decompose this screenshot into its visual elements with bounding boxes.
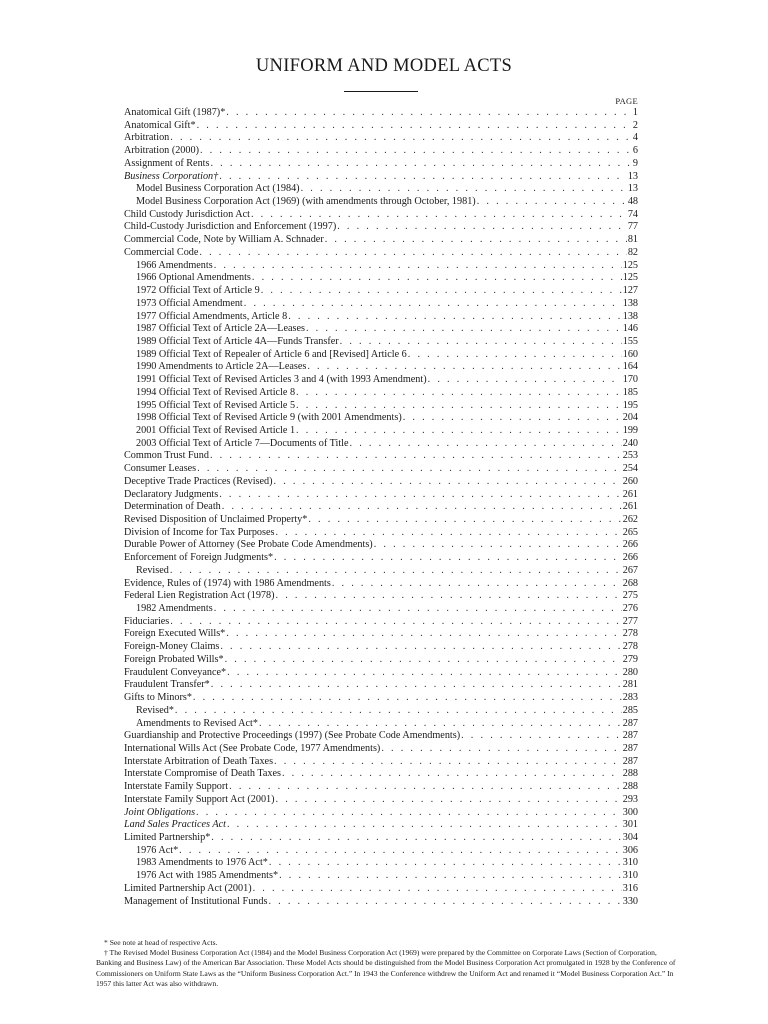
toc-entry-title: Land Sales Practices Act: [124, 819, 226, 831]
toc-entry: [124, 450, 638, 463]
toc-entry-title: Foreign Probated Wills*: [124, 653, 224, 665]
toc-entry-page: 82: [627, 246, 638, 258]
dot-leader: [340, 336, 622, 349]
toc-entry-page: 268: [622, 577, 638, 589]
toc-entry-title: Durable Power of Attorney (See Probate Code Amendments): [124, 539, 373, 551]
toc-entry-title: Model Business Corporation Act (1984): [136, 183, 300, 195]
dot-leader: [251, 209, 627, 222]
toc-entry-title: 1976 Act with 1985 Amendments*: [136, 870, 279, 882]
toc-entry-page: 316: [622, 882, 638, 894]
toc-entry: [124, 260, 638, 273]
dot-leader: [170, 616, 621, 629]
dot-leader: [170, 565, 622, 578]
toc-entry-title: Joint Obligations: [124, 806, 196, 818]
toc-entry: [124, 107, 638, 120]
toc-entry-title: Limited Partnership Act (2001): [124, 882, 252, 894]
toc-entry-page: 276: [622, 603, 638, 615]
toc-entry-page: 300: [622, 806, 638, 818]
toc-entry-page: 199: [622, 424, 638, 436]
dot-leader: [374, 539, 622, 552]
dot-leader: [301, 183, 627, 196]
toc-entry: [124, 565, 638, 578]
toc-entry: [124, 247, 638, 260]
toc-entry-title: Consumer Leases: [124, 463, 197, 475]
toc-entry: [124, 667, 638, 680]
toc-entry-page: 204: [622, 412, 638, 424]
toc-entry: [124, 489, 638, 502]
toc-entry-page: 77: [627, 221, 638, 233]
dot-leader: [288, 311, 622, 324]
toc-entry-title: Business Corporation†: [124, 170, 219, 182]
toc-entry: [124, 387, 638, 400]
toc-entry: [124, 311, 638, 324]
toc-entry-title: Limited Partnership*: [124, 831, 211, 843]
toc-entry: [124, 578, 638, 591]
dot-leader: [337, 221, 627, 234]
toc-entry-page: 285: [622, 704, 638, 716]
toc-entry: [124, 819, 638, 832]
toc-entry-title: 1995 Official Text of Revised Article 5: [136, 399, 296, 411]
toc-entry: [124, 171, 638, 184]
toc-entry: [124, 298, 638, 311]
toc-entry-page: 287: [622, 742, 638, 754]
toc-entry: [124, 221, 638, 234]
dot-leader: [227, 667, 622, 680]
toc-entry: [124, 336, 638, 349]
toc-entry-title: 2003 Official Text of Article 7—Documents of Title: [136, 437, 349, 449]
toc-entry: [124, 196, 638, 209]
dot-leader: [274, 552, 622, 565]
toc-entry-title: 1987 Official Text of Article 2A—Leases: [136, 323, 305, 335]
toc-entry-page: 9: [632, 157, 638, 169]
toc-entry-page: 125: [622, 272, 638, 284]
toc-entry-page: 266: [622, 552, 638, 564]
toc-entry-page: 262: [622, 514, 638, 525]
footnote: * See note at head of respective Acts.: [104, 938, 218, 947]
toc-entry-page: 275: [622, 590, 638, 602]
dot-leader: [210, 158, 631, 171]
toc-entry-page: 81: [627, 234, 638, 246]
toc-entry-page: 164: [622, 361, 638, 373]
toc-entry-title: Child Custody Jurisdiction Act: [124, 208, 250, 220]
dot-leader: [226, 628, 621, 641]
toc-entry: [124, 832, 638, 845]
toc-entry: [124, 463, 638, 476]
page-title: UNIFORM AND MODEL ACTS: [255, 56, 513, 76]
dot-leader: [428, 374, 622, 387]
toc-entry: [124, 158, 638, 171]
toc-entry: [124, 552, 638, 565]
toc-entry: [124, 692, 638, 705]
dot-leader: [225, 654, 622, 667]
toc-entry: [124, 514, 638, 527]
toc-entry: [124, 425, 638, 438]
dot-leader: [274, 476, 622, 489]
dot-leader: [296, 400, 622, 413]
toc-entry-title: 1966 Optional Amendments: [136, 272, 251, 284]
toc-entry: [124, 654, 638, 667]
toc-entry: [124, 234, 638, 247]
toc-entry-title: Assignment of Rents: [124, 157, 210, 169]
dot-leader: [275, 527, 621, 540]
toc-entry-page: 127: [622, 285, 638, 297]
toc-entry-title: 1977 Official Amendments, Article 8: [136, 310, 288, 322]
toc-entry-title: Arbitration (2000): [124, 145, 199, 157]
toc-entry-page: 281: [622, 679, 638, 691]
dot-leader: [227, 819, 622, 832]
table-of-contents: [124, 107, 638, 908]
toc-entry-title: Fiduciaries: [124, 615, 170, 627]
toc-entry: [124, 120, 638, 133]
dot-leader: [296, 387, 622, 400]
dot-leader: [211, 679, 622, 692]
toc-entry-title: Commercial Code, Note by William A. Schnader: [124, 234, 324, 246]
toc-entry-title: Enforcement of Foreign Judgments*: [124, 552, 274, 564]
toc-entry-page: 265: [622, 526, 638, 538]
toc-entry-page: 240: [622, 437, 638, 449]
dot-leader: [222, 501, 622, 514]
toc-entry-title: 1991 Official Text of Revised Articles 3 and 4 (with 1993 Amendment): [136, 374, 427, 386]
dot-leader: [200, 145, 632, 158]
dot-leader: [210, 450, 622, 463]
toc-entry-page: 195: [622, 399, 638, 411]
toc-entry-title: Interstate Compromise of Death Taxes: [124, 768, 281, 780]
toc-entry-page: 288: [622, 768, 638, 780]
toc-entry-page: 310: [622, 857, 638, 869]
dot-leader: [269, 857, 622, 870]
toc-entry: [124, 438, 638, 451]
dot-leader: [350, 438, 622, 451]
toc-entry: [124, 781, 638, 794]
dot-leader: [332, 578, 622, 591]
toc-entry-page: 310: [622, 870, 638, 882]
dot-leader: [193, 692, 622, 705]
dot-leader: [179, 845, 622, 858]
dot-leader: [229, 781, 622, 794]
toc-entry: [124, 679, 638, 692]
dot-leader: [170, 132, 632, 145]
toc-entry: [124, 374, 638, 387]
page-column-label: PAGE: [615, 96, 638, 106]
toc-entry-page: 330: [622, 895, 638, 907]
toc-entry-page: 278: [622, 641, 638, 653]
toc-entry-title: Foreign-Money Claims: [124, 641, 220, 653]
toc-entry: [124, 857, 638, 870]
toc-entry-page: 48: [627, 196, 638, 208]
toc-entry-page: 279: [622, 653, 638, 665]
title-rule: [344, 91, 418, 92]
toc-entry: [124, 730, 638, 743]
toc-entry-title: International Wills Act (See Probate Code, 1977 Amendments): [124, 742, 381, 754]
toc-entry-title: Federal Lien Registration Act (1978): [124, 590, 275, 602]
dot-leader: [461, 730, 622, 743]
toc-entry-title: Determination of Death: [124, 501, 221, 513]
toc-entry: [124, 883, 638, 896]
toc-entry: [124, 718, 638, 731]
footnote: † The Revised Model Business Corporation Act (1984) and the Model Business Corporation Act (1969) were prepared by the Committee on Corporate Laws (Section of Corporation, Banking and Business Law) of the American Bar Association. These Model Acts should be distinguished from the Model Business Corporation Act promulgated in 1928 by the Conference of Commissioners on Uniform State Laws as the “Uniform Business Corporation Act.” In 1943 the Conference withdrew the Uniform Act and renamed it “Model Business Corporation Act.” In 1957 this latter Act was also withdrawn.: [96, 948, 676, 988]
dot-leader: [381, 743, 621, 756]
toc-entry: [124, 641, 638, 654]
toc-entry-title: Evidence, Rules of (1974) with 1986 Amendments: [124, 577, 331, 589]
dot-leader: [477, 196, 627, 209]
toc-entry-title: Declaratory Judgments: [124, 488, 219, 500]
toc-entry: [124, 756, 638, 769]
toc-entry-title: Fraudulent Transfer*: [124, 679, 210, 691]
toc-entry-page: 2: [632, 119, 638, 131]
toc-entry-title: Anatomical Gift*: [124, 119, 196, 131]
toc-entry: [124, 807, 638, 820]
toc-entry: [124, 400, 638, 413]
toc-entry: [124, 603, 638, 616]
toc-entry-title: 1982 Amendments: [136, 603, 213, 615]
dot-leader: [307, 361, 621, 374]
toc-entry-title: Revised*: [136, 704, 174, 716]
toc-entry-title: Interstate Family Support: [124, 781, 229, 793]
toc-entry-title: 2001 Official Text of Revised Article 1: [136, 424, 296, 436]
toc-entry-title: Guardianship and Protective Proceedings (1997) (See Probate Code Amendments): [124, 730, 461, 742]
toc-entry: [124, 501, 638, 514]
footnotes: [96, 938, 676, 989]
toc-entry-title: Common Trust Fund: [124, 450, 209, 462]
toc-entry-title: Gifts to Minors*: [124, 692, 192, 704]
toc-entry-page: 288: [622, 781, 638, 793]
toc-entry-title: Anatomical Gift (1987)*: [124, 107, 226, 118]
toc-entry: [124, 209, 638, 222]
toc-entry-page: 155: [622, 335, 638, 347]
toc-entry-title: Revised: [136, 564, 169, 576]
toc-entry-page: 266: [622, 539, 638, 551]
toc-entry-title: Commercial Code: [124, 246, 199, 258]
toc-entry-title: Revised Disposition of Unclaimed Property*: [124, 514, 308, 525]
toc-entry-title: Interstate Arbitration of Death Taxes: [124, 755, 274, 767]
toc-entry-title: 1976 Act*: [136, 844, 179, 856]
toc-entry-page: 74: [627, 208, 638, 220]
dot-leader: [220, 641, 621, 654]
toc-entry-page: 6: [632, 145, 638, 157]
toc-entry-page: 125: [622, 259, 638, 271]
toc-entry-page: 1: [632, 107, 638, 118]
toc-entry: [124, 539, 638, 552]
toc-entry: [124, 705, 638, 718]
toc-entry-page: 267: [622, 564, 638, 576]
toc-entry-page: 138: [622, 310, 638, 322]
toc-entry-title: 1972 Official Text of Article 9: [136, 285, 260, 297]
toc-entry-page: 146: [622, 323, 638, 335]
toc-entry: [124, 896, 638, 909]
toc-entry-title: 1994 Official Text of Revised Article 8: [136, 386, 296, 398]
toc-entry: [124, 845, 638, 858]
dot-leader: [276, 794, 622, 807]
toc-entry-title: 1989 Official Text of Article 4A—Funds Transfer: [136, 335, 339, 347]
toc-entry: [124, 323, 638, 336]
dot-leader: [282, 768, 622, 781]
toc-entry-page: 287: [622, 755, 638, 767]
toc-entry-page: 261: [622, 488, 638, 500]
toc-entry: [124, 628, 638, 641]
toc-entry-title: Fraudulent Conveyance*: [124, 666, 227, 678]
toc-entry: [124, 285, 638, 298]
dot-leader: [214, 260, 622, 273]
dot-leader: [175, 705, 622, 718]
dot-leader: [252, 272, 622, 285]
toc-entry-title: Arbitration: [124, 132, 170, 144]
dot-leader: [296, 425, 622, 438]
dot-leader: [279, 870, 622, 883]
toc-entry-page: 254: [622, 463, 638, 475]
dot-leader: [308, 514, 621, 527]
toc-entry-page: 160: [622, 348, 638, 360]
toc-entry: [124, 743, 638, 756]
dot-leader: [403, 412, 622, 425]
toc-entry: [124, 527, 638, 540]
toc-entry: [124, 590, 638, 603]
dot-leader: [253, 883, 622, 896]
dot-leader: [276, 590, 622, 603]
toc-entry: [124, 616, 638, 629]
toc-entry-title: Foreign Executed Wills*: [124, 628, 226, 640]
toc-entry-title: 1989 Official Text of Repealer of Article 6 and [Revised] Article 6: [136, 348, 407, 360]
toc-entry-page: 283: [622, 692, 638, 704]
toc-entry: [124, 183, 638, 196]
dot-leader: [197, 463, 622, 476]
dot-leader: [244, 298, 622, 311]
toc-entry-page: 306: [622, 844, 638, 856]
toc-entry-title: Child-Custody Jurisdiction and Enforcement (1997): [124, 221, 337, 233]
toc-entry-page: 301: [622, 819, 638, 831]
dot-leader: [211, 832, 621, 845]
toc-entry-page: 287: [622, 730, 638, 742]
dot-leader: [219, 489, 622, 502]
toc-entry: [124, 361, 638, 374]
toc-entry: [124, 870, 638, 883]
toc-entry-title: Deceptive Trade Practices (Revised): [124, 475, 273, 487]
toc-entry-title: 1983 Amendments to 1976 Act*: [136, 857, 268, 869]
dot-leader: [268, 896, 621, 909]
dot-leader: [259, 718, 622, 731]
toc-entry-page: 278: [622, 628, 638, 640]
toc-entry: [124, 349, 638, 362]
toc-entry-page: 13: [627, 183, 638, 195]
toc-entry: [124, 794, 638, 807]
toc-entry: [124, 272, 638, 285]
toc-entry-page: 304: [622, 831, 638, 843]
dot-leader: [197, 120, 632, 133]
toc-entry-page: 293: [622, 793, 638, 805]
toc-entry-page: 138: [622, 297, 638, 309]
toc-entry-page: 287: [622, 717, 638, 729]
dot-leader: [199, 247, 626, 260]
toc-entry-title: 1990 Amendments to Article 2A—Leases: [136, 361, 307, 373]
toc-entry-title: Amendments to Revised Act*: [136, 717, 258, 729]
toc-entry-page: 280: [622, 666, 638, 678]
dot-leader: [196, 807, 622, 820]
toc-entry: [124, 145, 638, 158]
toc-entry-title: 1973 Official Amendment: [136, 297, 243, 309]
dot-leader: [261, 285, 622, 298]
toc-entry-page: 170: [622, 374, 638, 386]
dot-leader: [214, 603, 622, 616]
dot-leader: [226, 107, 632, 120]
dot-leader: [408, 349, 622, 362]
toc-entry: [124, 476, 638, 489]
toc-entry-title: Model Business Corporation Act (1969) (with amendments through October, 1981): [136, 196, 476, 208]
toc-entry-title: Management of Institutional Funds: [124, 895, 268, 907]
toc-entry: [124, 132, 638, 145]
toc-entry-title: Division of Income for Tax Purposes: [124, 526, 275, 538]
toc-entry-title: 1998 Official Text of Revised Article 9 (with 2001 Amendments): [136, 412, 402, 424]
toc-entry-page: 260: [622, 475, 638, 487]
dot-leader: [325, 234, 627, 247]
toc-entry-page: 277: [622, 615, 638, 627]
toc-entry-page: 185: [622, 386, 638, 398]
toc-entry: [124, 768, 638, 781]
toc-entry-title: Interstate Family Support Act (2001): [124, 793, 275, 805]
dot-leader: [219, 171, 627, 184]
dot-leader: [274, 756, 622, 769]
dot-leader: [306, 323, 622, 336]
toc-entry-page: 4: [632, 132, 638, 144]
toc-entry-title: 1966 Amendments: [136, 259, 213, 271]
toc-entry-page: 13: [627, 170, 638, 182]
toc-entry-page: 253: [622, 450, 638, 462]
toc-entry: [124, 412, 638, 425]
toc-entry-page: 261: [622, 501, 638, 513]
